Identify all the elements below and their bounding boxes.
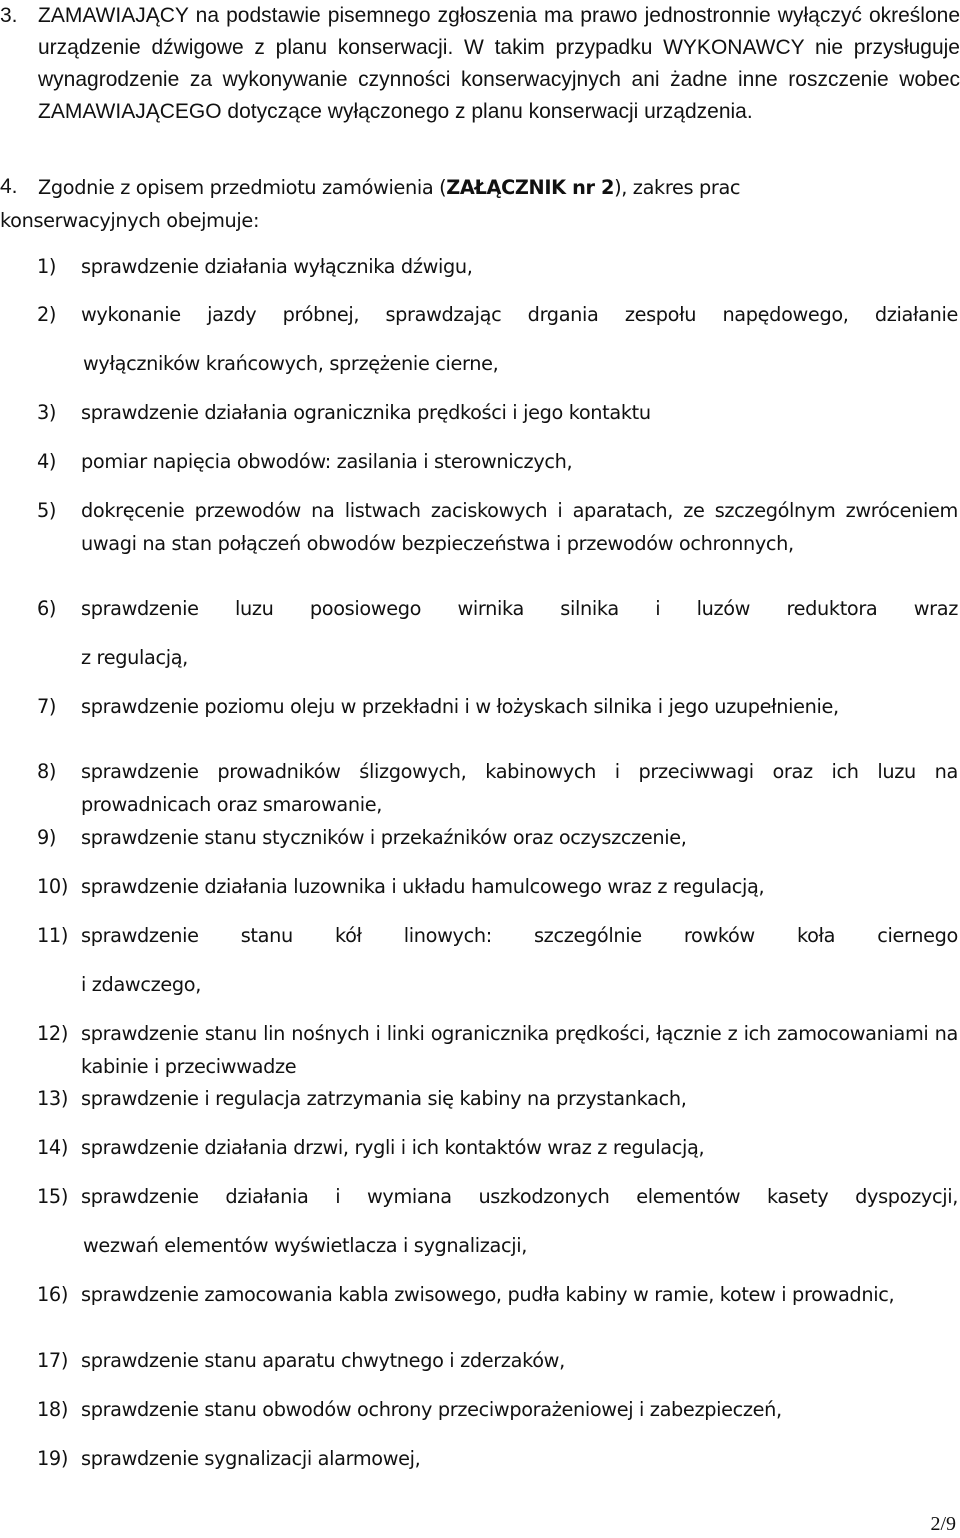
list-item-continuation xyxy=(37,347,958,380)
list-item xyxy=(37,1131,958,1164)
paragraph-number: 3. xyxy=(0,4,18,27)
list-item-text: sprawdzenie działania ogranicznika prędkości i jego kontaktu xyxy=(81,401,651,424)
list-item xyxy=(37,396,958,429)
list-item-number: 13) xyxy=(37,1087,69,1110)
list-item-number: 14) xyxy=(37,1136,69,1159)
list-item-text: sprawdzenie prowadników ślizgowych, kabinowych i przeciwwagi oraz ich luzu na prowadnicach oraz smarowanie, xyxy=(81,760,958,816)
list-item xyxy=(37,298,958,331)
list-item xyxy=(37,690,958,723)
page-number: 2/9 xyxy=(930,1513,956,1535)
list-item-number: 12) xyxy=(37,1022,69,1045)
list-item-text: sprawdzenie stanu aparatu chwytnego i zderzaków, xyxy=(81,1349,565,1372)
list-item-text: i zdawczego, xyxy=(81,973,201,996)
list-item xyxy=(37,1082,958,1115)
list-item xyxy=(37,592,958,625)
list-item-number: 19) xyxy=(37,1447,69,1470)
list-item-number: 6) xyxy=(37,597,57,620)
list-item xyxy=(37,1442,958,1475)
list-item xyxy=(37,1344,958,1377)
list-item-number: 11) xyxy=(37,924,69,947)
list-item-text: sprawdzenie luzu poosiowego wirnika silnika i luzów reduktora wraz xyxy=(81,597,958,620)
list-item-number: 4) xyxy=(37,450,57,473)
paragraph-number: 4. xyxy=(0,175,18,198)
list-item-text: sprawdzenie stanu styczników i przekaźników oraz oczyszczenie, xyxy=(81,826,687,849)
list-item-number: 3) xyxy=(37,401,57,424)
list-item-text: sprawdzenie działania i wymiana uszkodzonych elementów kasety dyspozycji, xyxy=(81,1185,958,1208)
list-item-number: 10) xyxy=(37,875,69,898)
list-item xyxy=(37,1017,958,1083)
intro-text: konserwacyjnych obejmuje: xyxy=(0,209,260,232)
list-item-text: sprawdzenie działania luzownika i układu hamulcowego wraz z regulacją, xyxy=(81,875,765,898)
list-item-text: sprawdzenie działania drzwi, rygli i ich kontaktów wraz z regulacją, xyxy=(81,1136,705,1159)
list-item-text: wyłączników krańcowych, sprzężenie cierne, xyxy=(83,352,499,375)
list-item-number: 8) xyxy=(37,760,57,783)
list-item-text: sprawdzenie zamocowania kabla zwisowego, pudła kabiny w ramie, kotew i prowadnic, xyxy=(81,1283,895,1306)
list-item-number: 15) xyxy=(37,1185,69,1208)
paragraph-4-intro xyxy=(0,171,958,237)
list-item-text: sprawdzenie poziomu oleju w przekładni i w łożyskach silnika i jego uzupełnienie, xyxy=(81,695,839,718)
list-item-number: 2) xyxy=(37,303,57,326)
intro-text: ), zakres prac xyxy=(614,176,741,199)
list-item xyxy=(37,1180,958,1213)
list-item-number: 7) xyxy=(37,695,57,718)
list-item-text: dokręcenie przewodów na listwach zaciskowych i aparatach, ze szczególnym zwróceniem uwagi na stan połączeń obwodów bezpieczeństwa i przewodów ochronnych, xyxy=(81,499,958,555)
paragraph-text: ZAMAWIAJĄCY na podstawie pisemnego zgłoszenia ma prawo jednostronnie wyłączyć określone urządzenie dźwigowe z planu konserwacji. W takim przypadku WYKONAWCY nie przysługuje wynagrodzenie za wykonywanie czynności konserwacyjnych ani żadne inne roszczenie wobec ZAMAWIAJĄCEGO dotyczące wyłączonego z planu konserwacji urządzenia. xyxy=(38,4,960,123)
list-item xyxy=(37,919,958,952)
list-item-text: sprawdzenie sygnalizacji alarmowej, xyxy=(81,1447,421,1470)
list-item-text: pomiar napięcia obwodów: zasilania i sterowniczych, xyxy=(81,450,573,473)
list-item-number: 16) xyxy=(37,1283,69,1306)
list-item-text: wezwań elementów wyświetlacza i sygnalizacji, xyxy=(83,1234,528,1257)
list-item-number: 1) xyxy=(37,255,57,278)
list-item xyxy=(37,821,958,854)
list-item-text: z regulacją, xyxy=(81,646,188,669)
list-item xyxy=(37,494,958,560)
list-item-text: sprawdzenie działania wyłącznika dźwigu, xyxy=(81,255,473,278)
list-item-continuation xyxy=(37,641,958,674)
attachment-reference: ZAŁĄCZNIK nr 2 xyxy=(446,176,615,199)
list-item-text: sprawdzenie stanu lin nośnych i linki ogranicznika prędkości, łącznie z ich zamocowaniami na kabinie i przeciwwadze xyxy=(81,1022,958,1078)
list-item xyxy=(37,870,958,903)
list-item xyxy=(37,1393,958,1426)
list-item xyxy=(37,445,958,478)
list-item xyxy=(37,1278,958,1311)
list-item-text: sprawdzenie stanu kół linowych: szczególnie rowków koła ciernego xyxy=(81,924,958,947)
list-item-text: sprawdzenie i regulacja zatrzymania się kabiny na przystankach, xyxy=(81,1087,687,1110)
list-item-number: 17) xyxy=(37,1349,69,1372)
paragraph-3 xyxy=(0,0,960,128)
list-item-text: wykonanie jazdy próbnej, sprawdzając drgania zespołu napędowego, działanie xyxy=(81,303,958,326)
list-item-number: 5) xyxy=(37,499,57,522)
list-item-number: 18) xyxy=(37,1398,69,1421)
list-item xyxy=(37,250,958,283)
list-item-number: 9) xyxy=(37,826,57,849)
list-item-continuation xyxy=(37,968,958,1001)
list-item xyxy=(37,755,958,821)
list-item-continuation xyxy=(37,1229,958,1262)
intro-text: Zgodnie z opisem przedmiotu zamówienia ( xyxy=(38,176,447,199)
list-item-text: sprawdzenie stanu obwodów ochrony przeciwporażeniowej i zabezpieczeń, xyxy=(81,1398,782,1421)
